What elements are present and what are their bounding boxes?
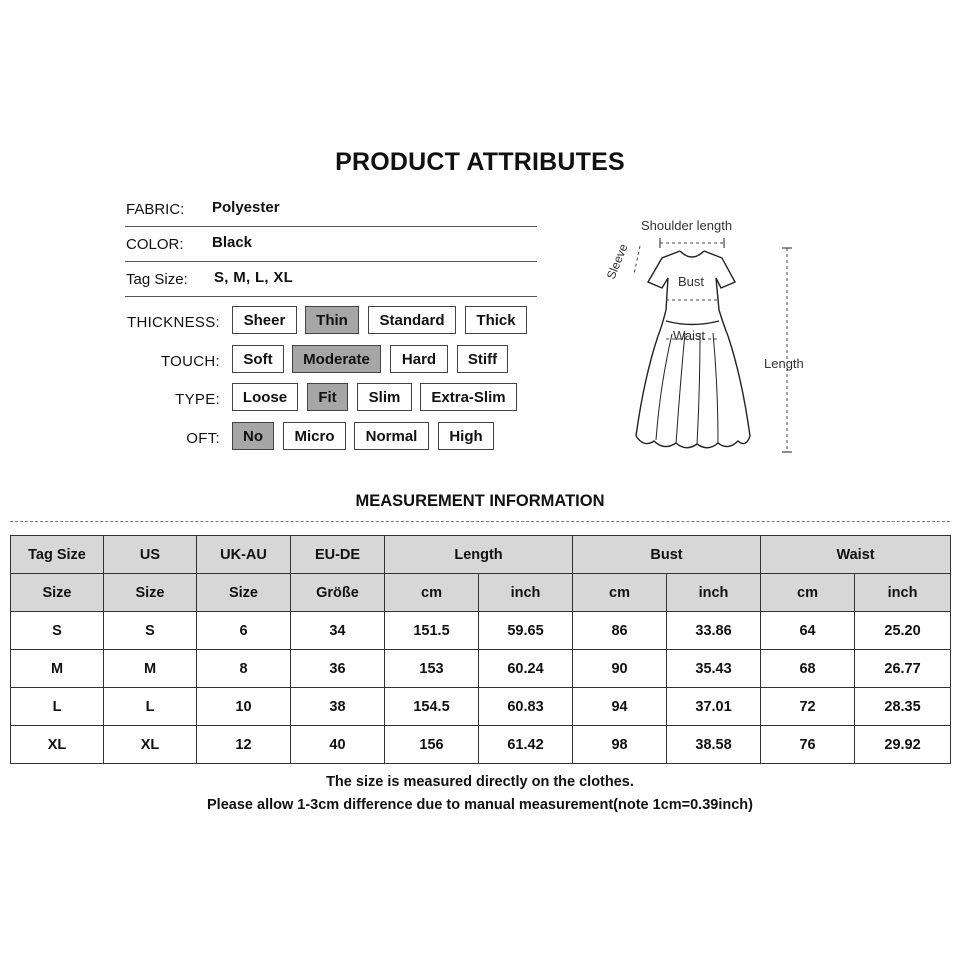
sleeve-label: Sleeve — [603, 241, 631, 282]
color-value: Black — [212, 234, 253, 251]
table-cell: 72 — [761, 688, 855, 726]
table-cell: XL — [104, 726, 197, 764]
thickness-option-thin: Thin — [305, 306, 359, 334]
subheader-cell: Size — [11, 574, 104, 612]
table-cell: S — [104, 612, 197, 650]
dress-diagram — [600, 208, 830, 468]
thickness-option-thick: Thick — [465, 306, 527, 334]
subheader-cell: cm — [573, 574, 667, 612]
table-cell: 28.35 — [855, 688, 951, 726]
type-option-slim: Slim — [357, 383, 412, 411]
header-tag-size: Tag Size — [11, 536, 104, 574]
header-us: US — [104, 536, 197, 574]
table-cell: 37.01 — [667, 688, 761, 726]
type-option-extra-slim: Extra-Slim — [420, 383, 517, 411]
table-row — [11, 688, 951, 726]
table-cell: 10 — [197, 688, 291, 726]
thickness-label: THICKNESS: — [126, 314, 220, 331]
dotted-divider — [10, 521, 950, 522]
table-cell: M — [11, 650, 104, 688]
thickness-option-sheer: Sheer — [232, 306, 297, 334]
subheader-cell: cm — [761, 574, 855, 612]
table-cell: 34 — [291, 612, 385, 650]
measurement-table — [10, 535, 951, 764]
table-cell: S — [11, 612, 104, 650]
touch-label: TOUCH: — [160, 353, 220, 370]
header-eu-de: EU-DE — [291, 536, 385, 574]
fabric-value: Polyester — [212, 199, 280, 216]
fabric-label: FABRIC: — [126, 201, 185, 218]
note-measured: The size is measured directly on the clothes. — [326, 774, 634, 790]
table-cell: 94 — [573, 688, 667, 726]
subheader-cell: inch — [855, 574, 951, 612]
subheader-cell: cm — [385, 574, 479, 612]
type-option-fit: Fit — [307, 383, 348, 411]
type-option-loose: Loose — [232, 383, 298, 411]
header-waist: Waist — [761, 536, 951, 574]
neckline-icon — [680, 251, 704, 257]
tag-size-row — [125, 266, 537, 297]
touch-option-soft: Soft — [232, 345, 284, 373]
subheader-cell: inch — [479, 574, 573, 612]
table-header-row-2 — [11, 574, 951, 612]
oft-label: OFT: — [186, 430, 220, 447]
table-cell: 90 — [573, 650, 667, 688]
table-cell: 154.5 — [385, 688, 479, 726]
table-cell: 156 — [385, 726, 479, 764]
table-header-row-1 — [11, 536, 951, 574]
table-row — [11, 612, 951, 650]
table-cell: 35.43 — [667, 650, 761, 688]
table-row — [11, 650, 951, 688]
table-cell: 25.20 — [855, 612, 951, 650]
subheader-cell: Size — [104, 574, 197, 612]
table-cell: 29.92 — [855, 726, 951, 764]
table-cell: 76 — [761, 726, 855, 764]
table-cell: 36 — [291, 650, 385, 688]
table-cell: 151.5 — [385, 612, 479, 650]
table-cell: 59.65 — [479, 612, 573, 650]
tag-size-label: Tag Size: — [126, 271, 188, 288]
note-difference: Please allow 1-3cm difference due to manual measurement(note 1cm=0.39inch) — [207, 797, 753, 813]
table-cell: 68 — [761, 650, 855, 688]
header-length: Length — [385, 536, 573, 574]
oft-option-high: High — [438, 422, 494, 450]
waist-seam-icon — [666, 321, 719, 325]
table-cell: 98 — [573, 726, 667, 764]
fabric-row — [125, 196, 537, 227]
thickness-option-standard: Standard — [368, 306, 456, 334]
header-uk-au: UK-AU — [197, 536, 291, 574]
table-row — [11, 726, 951, 764]
bust-label: Bust — [678, 274, 705, 289]
subheader-cell: Größe — [291, 574, 385, 612]
table-cell: 60.24 — [479, 650, 573, 688]
touch-option-hard: Hard — [390, 345, 448, 373]
oft-option-no: No — [232, 422, 274, 450]
touch-option-stiff: Stiff — [457, 345, 508, 373]
table-cell: 6 — [197, 612, 291, 650]
table-cell: 33.86 — [667, 612, 761, 650]
tag-size-value: S, M, L, XL — [214, 269, 294, 286]
header-bust: Bust — [573, 536, 761, 574]
table-cell: 64 — [761, 612, 855, 650]
oft-option-normal: Normal — [354, 422, 429, 450]
subheader-cell: inch — [667, 574, 761, 612]
table-cell: 40 — [291, 726, 385, 764]
hem-icon — [636, 436, 750, 448]
table-cell: 61.42 — [479, 726, 573, 764]
table-cell: L — [11, 688, 104, 726]
color-label: COLOR: — [126, 236, 184, 253]
table-cell: 38 — [291, 688, 385, 726]
page-title: PRODUCT ATTRIBUTES — [335, 148, 625, 176]
shoulder-length-label: Shoulder length — [641, 218, 733, 233]
length-label: Length — [764, 356, 804, 371]
table-cell: 38.58 — [667, 726, 761, 764]
color-row — [125, 231, 537, 262]
table-cell: 86 — [573, 612, 667, 650]
touch-option-moderate: Moderate — [292, 345, 381, 373]
table-cell: 12 — [197, 726, 291, 764]
bodice-icon — [648, 251, 735, 336]
subheader-cell: Size — [197, 574, 291, 612]
table-cell: 8 — [197, 650, 291, 688]
type-label: TYPE: — [175, 391, 220, 408]
table-cell: 60.83 — [479, 688, 573, 726]
table-cell: 153 — [385, 650, 479, 688]
waist-label: Waist — [673, 328, 706, 343]
table-cell: XL — [11, 726, 104, 764]
table-cell: M — [104, 650, 197, 688]
sleeve-measure-line — [634, 246, 640, 274]
skirt-icon — [636, 336, 750, 436]
measurement-heading: MEASUREMENT INFORMATION — [355, 492, 605, 510]
table-cell: L — [104, 688, 197, 726]
oft-option-micro: Micro — [283, 422, 346, 450]
table-cell: 26.77 — [855, 650, 951, 688]
